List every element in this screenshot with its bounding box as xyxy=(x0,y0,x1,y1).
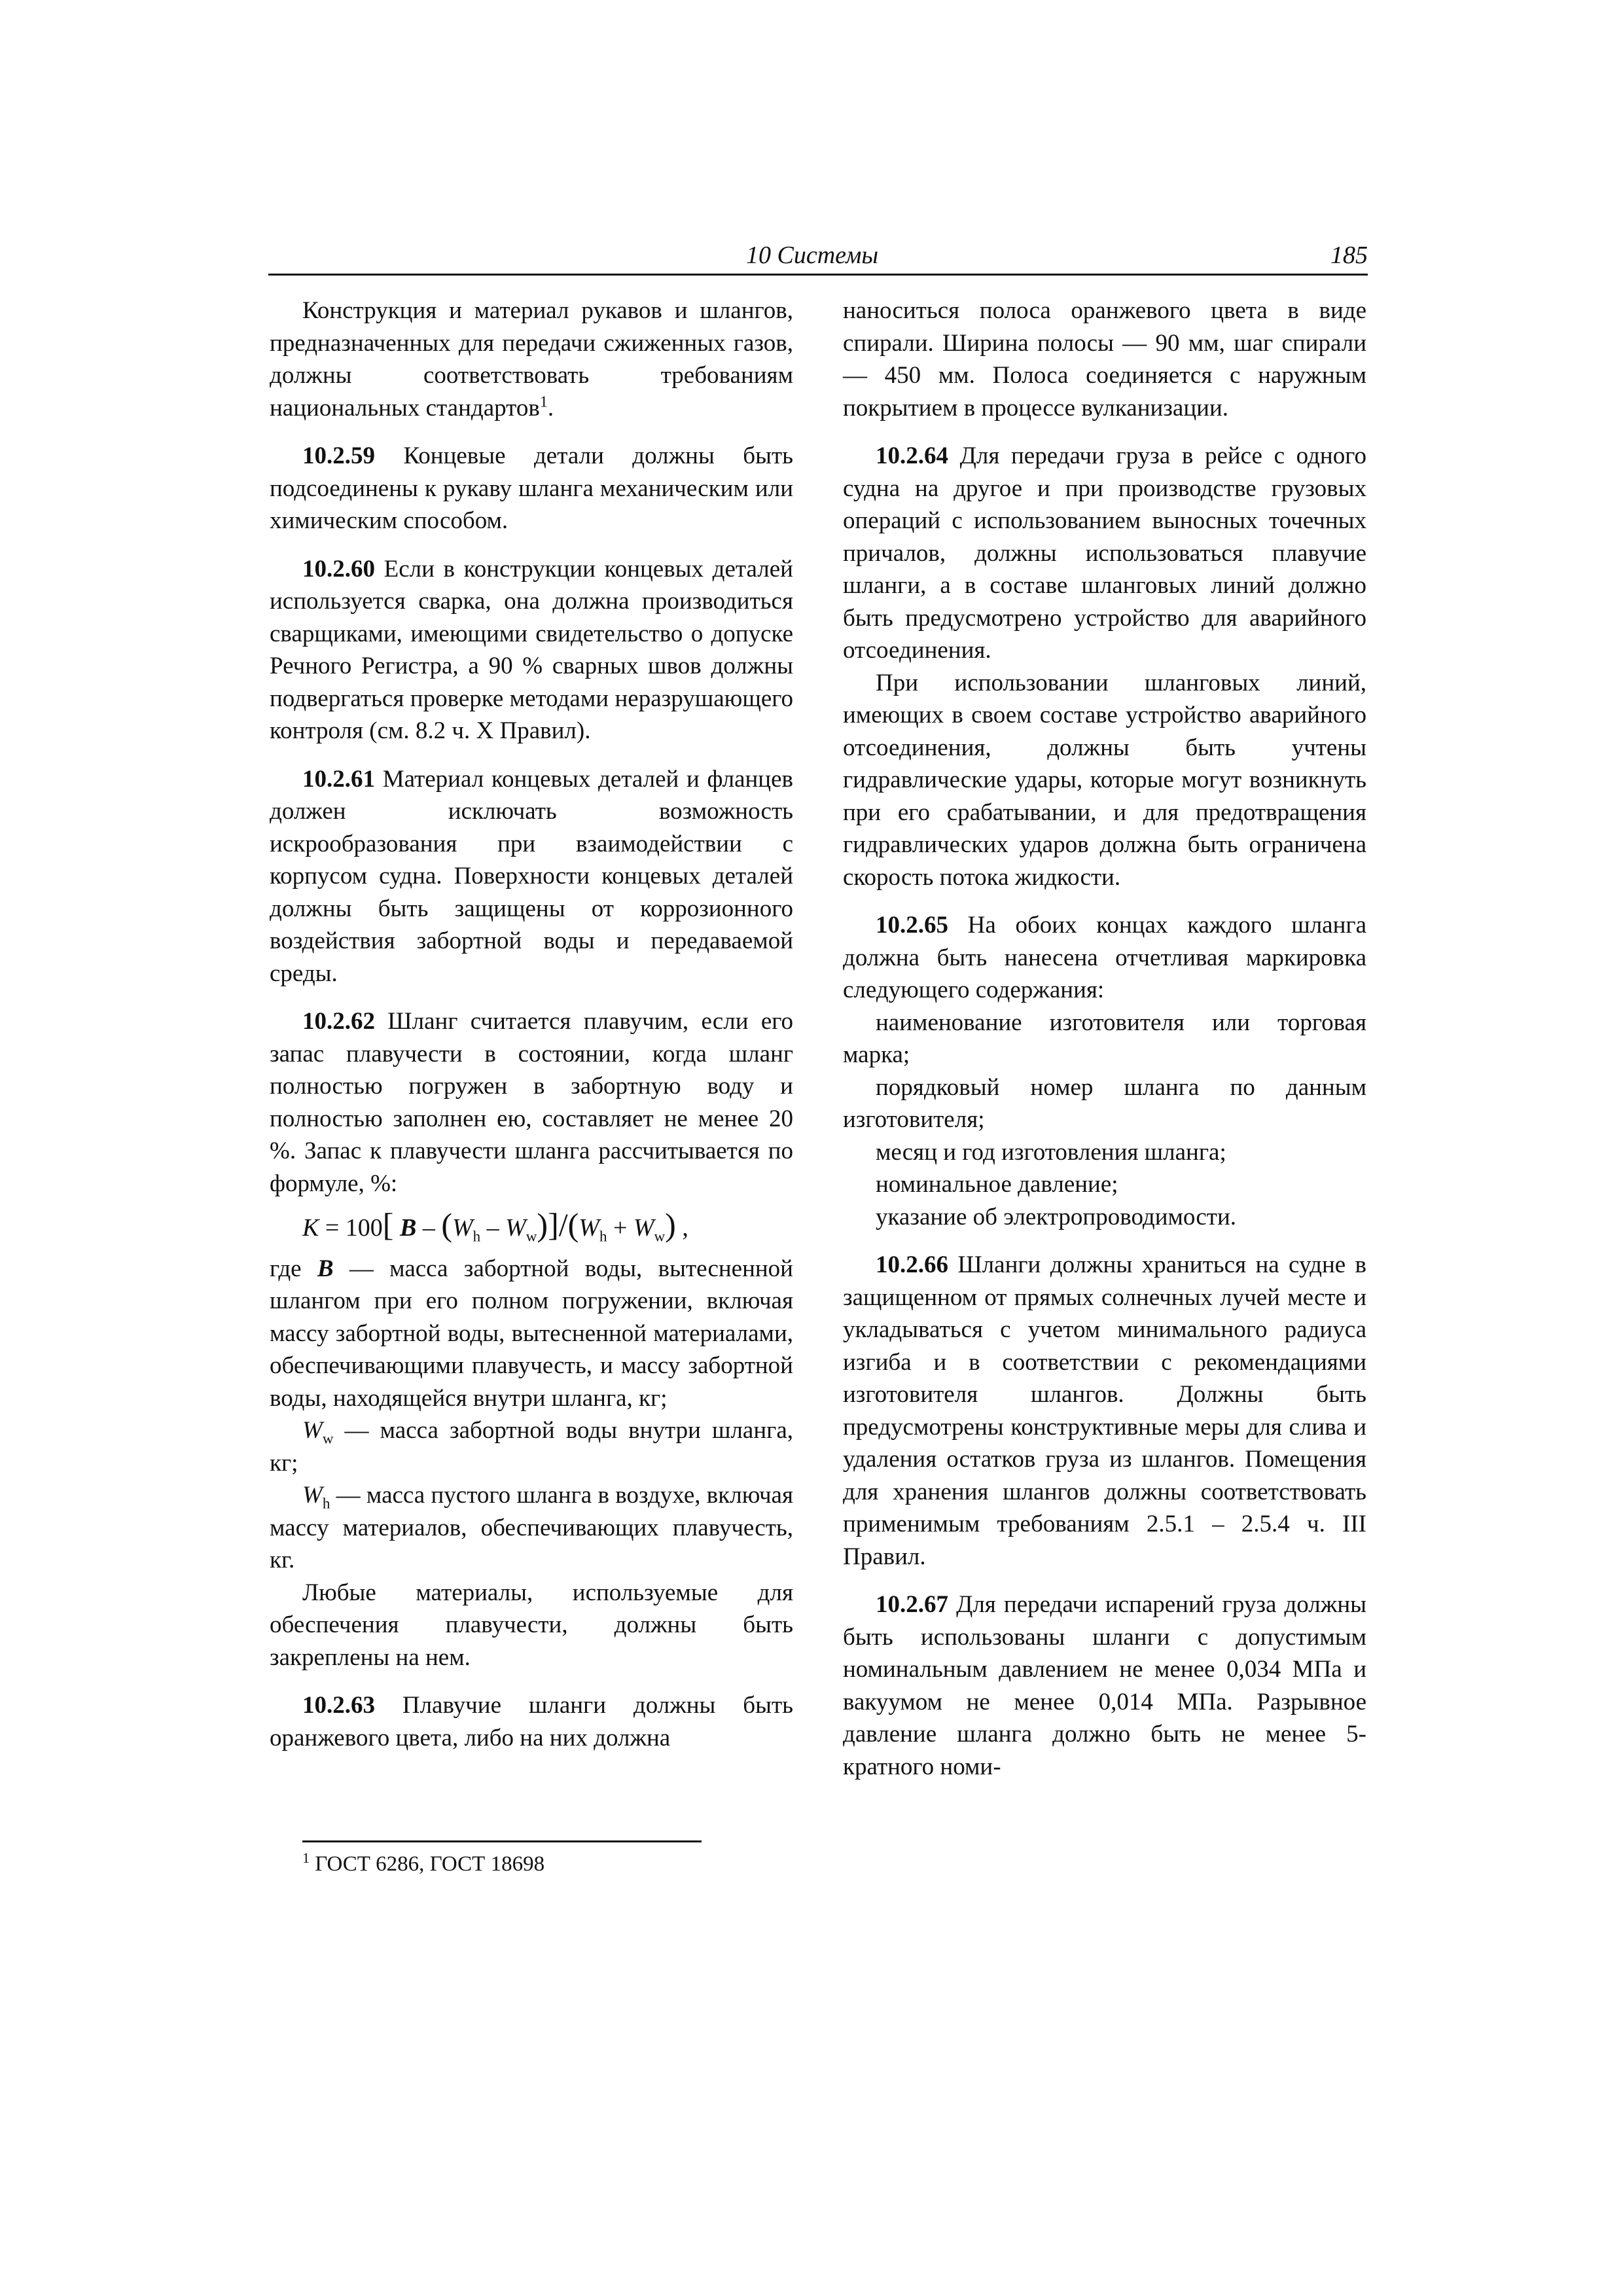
buoyancy-formula: K = 100[ $B - (W_h - W_w)]/(W_h + W_w)$ , xyxy=(302,1206,688,1245)
clause-text: Материал концевых деталей и фланцев должен исключать возможность искрообразования при взаимодействии с корпусом судна. Поверхности концевых деталей должны быть защищены от коррозионного воздействия забортной воды и передаваемой среды. xyxy=(270,765,793,987)
intro-text: Конструкция и материал рукавов и шлангов, предназначенных для передачи сжиженных газов, должны соответствовать требованиям национальных стандартов xyxy=(270,297,793,422)
clause-number: 10.2.61 xyxy=(302,765,375,793)
clause-10-2-66 xyxy=(843,1249,1366,1573)
clause-text: Если в конструкции концевых деталей используется сварка, она должна производиться сварщиками, имеющими свидетельство о допуске Речного Регистра, а 90 % сварных швов должны подвергаться проверке методами неразрушающего контроля (см. 8.2 ч. X Правил). xyxy=(270,555,793,744)
clause-10-2-64-second-paragraph: При использовании шланговых линий, имеющих в своем составе устройство аварийного отсоединения, должны быть учтены гидравлические удары, которые могут возникнуть при его срабатывании, и для предотвращения гидравлических ударов должна быть ограничена скорость потока жидкости. xyxy=(843,669,1366,891)
footnote-text: ГОСТ 6286, ГОСТ 18698 xyxy=(310,1852,545,1876)
left-column xyxy=(270,295,793,1754)
clause-10-2-63 xyxy=(270,1689,793,1754)
running-header xyxy=(268,241,1368,276)
clause-number: 10.2.65 xyxy=(876,912,948,939)
clause-text: Для передачи груза в рейсе с одного судна на другое и при производстве грузовых операций с использованием выносных точечных причалов, должны использоваться плавучие шланги, а в составе шланговых линий должно быть предусмотрено устройство для аварийного отсоединения. xyxy=(843,442,1366,664)
section-title: 10 Системы xyxy=(746,242,879,269)
marking-item: наименование изготовителя или торговая марка; xyxy=(843,1009,1366,1068)
right-column xyxy=(843,295,1366,1783)
materials-paragraph: Любые материалы, используемые для обеспечения плавучести, должны быть закреплены на нем. xyxy=(270,1579,793,1671)
clause-number: 10.2.62 xyxy=(302,1008,375,1035)
definition-b: где B — масса забортной воды, вытесненной шлангом при его полном погружении, включая массу забортной воды, вытесненной материалами, обеспечивающими плавучесть, и массу забортной воды, находящейся внутри шланга, кг; xyxy=(270,1255,793,1412)
clause-text: Плавучие шланги должны быть оранжевого цвета, либо на них должна xyxy=(270,1692,793,1751)
footnote-ref: 1 xyxy=(539,393,548,411)
clause-10-2-62 xyxy=(270,1005,793,1200)
clause-number: 10.2.66 xyxy=(876,1251,948,1278)
clause-10-2-61 xyxy=(270,763,793,990)
footnote-mark: 1 xyxy=(302,1850,310,1866)
clause-number: 10.2.60 xyxy=(302,555,375,583)
clause-text: Концевые детали должны быть подсоединены к рукаву шланга механическим или химическим способом. xyxy=(270,442,793,534)
clause-10-2-60 xyxy=(270,553,793,747)
clause-number: 10.2.64 xyxy=(876,442,948,469)
page-number: 185 xyxy=(1330,242,1368,269)
clause-10-2-63-continued: наноситься полоса оранжевого цвета в виде спирали. Ширина полосы — 90 мм, шаг спирали — 450 мм. Полоса соединяется с наружным покрытием в процессе вулканизации. xyxy=(843,297,1366,422)
marking-item: номинальное давление; xyxy=(876,1171,1118,1198)
clause-10-2-67 xyxy=(843,1588,1366,1783)
intro-paragraph: Конструкция и материал рукавов и шлангов, предназначенных для передачи сжиженных газов, должны соответствовать требованиям национальных стандартов$^1$. xyxy=(270,297,793,422)
clause-text: Шланги должны храниться на судне в защищенном от прямых солнечных лучей месте и укладываться с учетом минимального радиуса изгиба и в соответствии с рекомендациями изготовителя шлангов. Должны быть предусмотрены конструктивные меры для слива и удаления остатков груза из шлангов. Помещения для хранения шлангов должны соответствовать применимым требованиям 2.5.1 – 2.5.4 ч. III Правил. xyxy=(843,1251,1366,1570)
clause-text: На обоих концах каждого шланга должна быть нанесена отчетливая маркировка следующего содержания: xyxy=(843,912,1366,1003)
footnote-rule xyxy=(302,1840,702,1842)
marking-item: месяц и год изготовления шланга; xyxy=(876,1138,1226,1166)
clause-number: 10.2.63 xyxy=(302,1692,375,1719)
clause-number: 10.2.67 xyxy=(876,1591,948,1618)
clause-number: 10.2.59 xyxy=(302,442,375,469)
definition-ww: $W_w$ — масса забортной воды внутри шланга, кг; xyxy=(270,1417,793,1477)
definition-wh: $W_h$ — масса пустого шланга в воздухе, включая массу материалов, обеспечивающих плавучесть, кг. xyxy=(270,1482,793,1573)
clause-text: Шланг считается плавучим, если его запас плавучести в состоянии, когда шланг полностью погружен в забортную воду и полностью заполнен ею, составляет не менее 20 %. Запас к плавучести шланга рассчитывается по формуле, %: xyxy=(270,1008,793,1197)
footnote xyxy=(302,1850,544,1878)
marking-item: порядковый номер шланга по данным изготовителя; xyxy=(843,1073,1366,1133)
clause-text: Для передачи испарений груза должны быть использованы шланги с допустимым номинальным давлением не менее 0,034 МПа и вакуумом не менее 0,014 МПа. Разрывное давление шланга должно быть не менее 5-кратного номи- xyxy=(843,1591,1366,1780)
clause-10-2-64 xyxy=(843,440,1366,667)
clause-10-2-59 xyxy=(270,440,793,537)
clause-10-2-65 xyxy=(843,909,1366,1007)
marking-item: указание об электропроводимости. xyxy=(876,1203,1236,1230)
